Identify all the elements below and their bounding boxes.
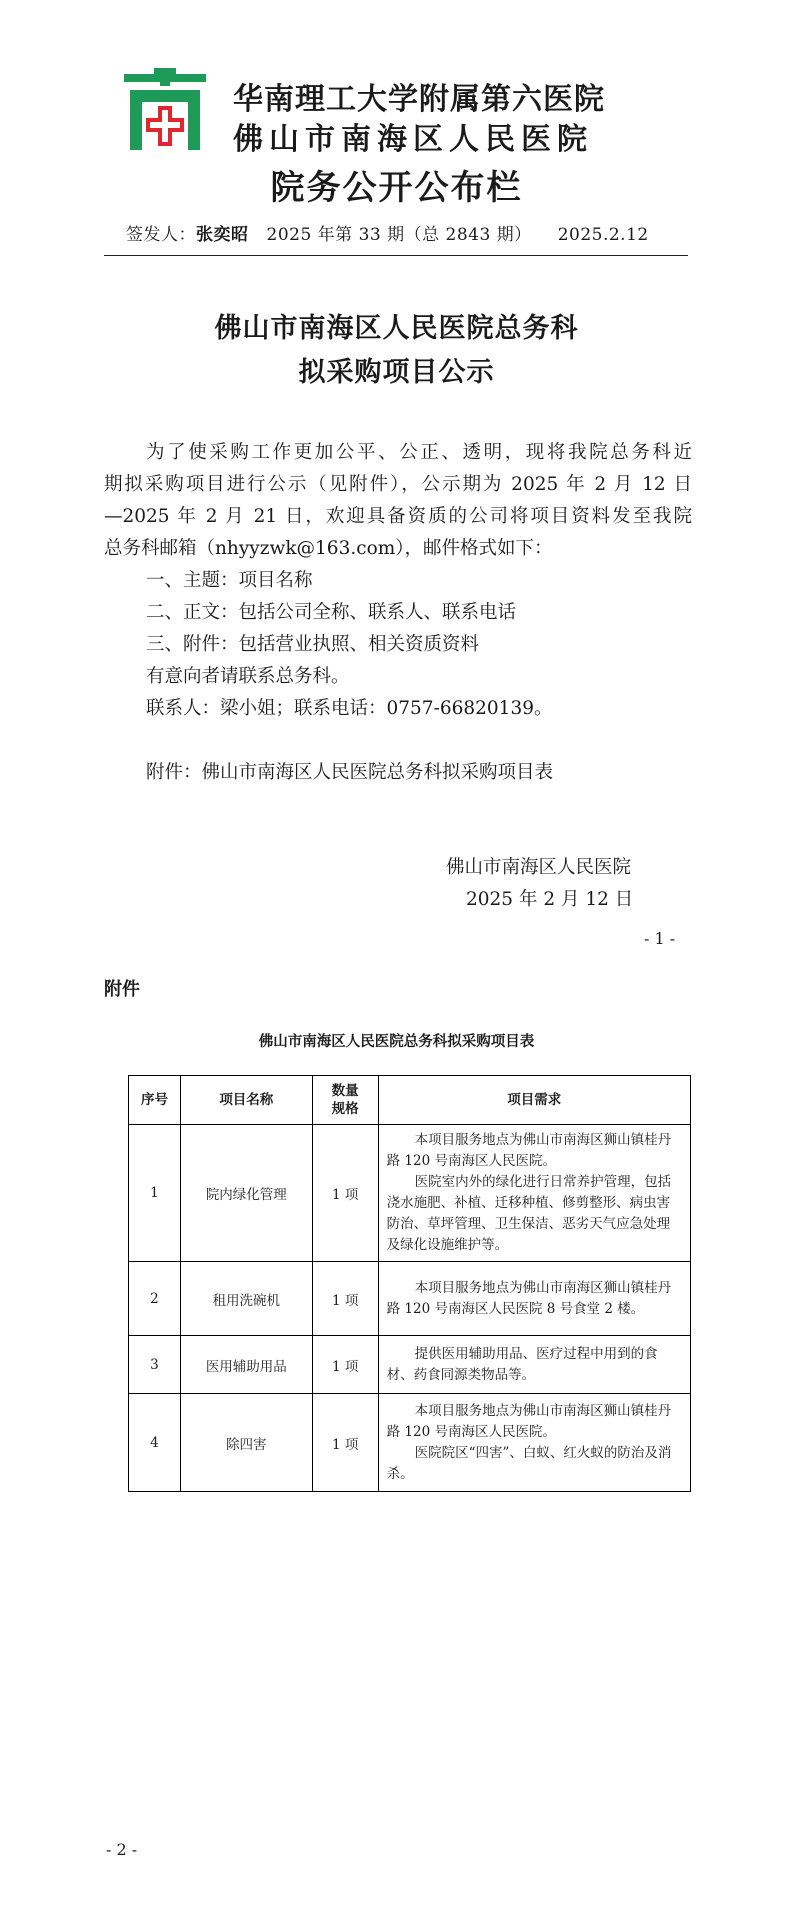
table-row xyxy=(129,1394,691,1492)
body-line: 总务科邮箱（nhyyzwk@163.com），邮件格式如下： xyxy=(104,538,553,559)
header-divider xyxy=(104,255,688,256)
row-name: 医用辅助用品 xyxy=(180,1336,312,1394)
req-paragraph: 本项目服务地点为佛山市南海区狮山镇桂丹路 120 号南海区人民医院 8 号食堂 2 楼。 xyxy=(386,1279,672,1317)
contact-line: 联系人：梁小姐；联系电话：0757-66820139。 xyxy=(146,698,553,719)
row-req xyxy=(378,1394,690,1492)
signature-date: 2025 年 2 月 12 日 xyxy=(466,889,634,910)
row-req xyxy=(378,1262,690,1336)
req-paragraph: 提供医用辅助用品、医疗过程中用到的食材、药食同源类物品等。 xyxy=(386,1345,658,1383)
row-req xyxy=(378,1336,690,1394)
attachment-note: 附件：佛山市南海区人民医院总务科拟采购项目表 xyxy=(146,762,554,783)
req-paragraph: 本项目服务地点为佛山市南海区狮山镇桂丹路 120 号南海区人民医院。 xyxy=(386,1402,672,1440)
row-req xyxy=(378,1125,690,1262)
header-no: 序号 xyxy=(129,1076,181,1125)
page-number-2: - 2 - xyxy=(106,1840,138,1859)
notice-title-line1: 佛山市南海区人民医院总务科 xyxy=(214,313,579,344)
issue-line xyxy=(126,220,649,245)
issue-number: 2025 年第 33 期（总 2843 期） xyxy=(266,225,532,245)
body-line: 期拟采购项目进行公示（见附件），公示期为 2025 年 2 月 12 日 xyxy=(104,474,692,495)
row-qty: 1 项 xyxy=(312,1125,378,1262)
row-qty: 1 项 xyxy=(312,1394,378,1492)
row-qty: 1 项 xyxy=(312,1336,378,1394)
table-title: 佛山市南海区人民医院总务科拟采购项目表 xyxy=(258,1033,535,1050)
format-item: 三、附件：包括营业执照、相关资质资料 xyxy=(146,634,480,655)
table-row xyxy=(129,1125,691,1262)
row-no: 4 xyxy=(129,1394,181,1492)
row-name: 租用洗碗机 xyxy=(180,1262,312,1336)
header-qty xyxy=(312,1076,378,1125)
attachment-label: 附件 xyxy=(104,979,140,1000)
header-qty-line1: 数量 xyxy=(331,1083,359,1099)
issue-label: 签发人： xyxy=(126,225,196,245)
org-name-line1: 华南理工大学附属第六医院 xyxy=(233,82,605,117)
req-paragraph: 本项目服务地点为佛山市南海区狮山镇桂丹路 120 号南海区人民医院。 xyxy=(386,1132,672,1169)
table-header-row xyxy=(129,1076,691,1125)
row-name: 院内绿化管理 xyxy=(180,1125,312,1262)
signature-org: 佛山市南海区人民医院 xyxy=(446,857,632,878)
closing-line: 有意向者请联系总务科。 xyxy=(146,666,350,687)
table-row xyxy=(129,1336,691,1394)
req-paragraph: 医院院区“四害”、白蚁、红火蚁的防治及消杀。 xyxy=(386,1444,672,1482)
body-line: —2025 年 2 月 21 日，欢迎具备资质的公司将项目资料发至我院 xyxy=(104,506,692,527)
row-qty: 1 项 xyxy=(312,1262,378,1336)
header-qty-line2: 规格 xyxy=(331,1101,359,1117)
req-paragraph: 医院室内外的绿化进行日常养护管理，包括浇水施肥、补植、迁移种植、修剪整形、病虫害防治、草坪管理、卫生保洁、恶劣天气应急处理及绿化设施维护等。 xyxy=(386,1174,672,1253)
row-no: 3 xyxy=(129,1336,181,1394)
notice-title-line2: 拟采购项目公示 xyxy=(298,357,495,388)
table-row xyxy=(129,1262,691,1336)
header-name: 项目名称 xyxy=(180,1076,312,1125)
header-req: 项目需求 xyxy=(378,1076,690,1125)
org-name-line2: 佛山市南海区人民医院 xyxy=(233,122,593,157)
row-name: 除四害 xyxy=(180,1394,312,1492)
notice-body xyxy=(104,437,694,789)
row-no: 2 xyxy=(129,1262,181,1336)
body-line: 为了使采购工作更加公平、公正、透明，现将我院总务科近 xyxy=(146,442,692,463)
procurement-table xyxy=(128,1075,691,1492)
format-item: 一、主题：项目名称 xyxy=(146,570,313,591)
board-title: 院务公开公布栏 xyxy=(270,168,523,208)
hospital-logo xyxy=(124,68,206,150)
page-number-1: - 1 - xyxy=(644,929,676,948)
row-no: 1 xyxy=(129,1125,181,1262)
issue-date: 2025.2.12 xyxy=(557,225,649,245)
format-item: 二、正文：包括公司全称、联系人、联系电话 xyxy=(146,602,517,623)
signer-name: 张奕昭 xyxy=(196,225,249,245)
